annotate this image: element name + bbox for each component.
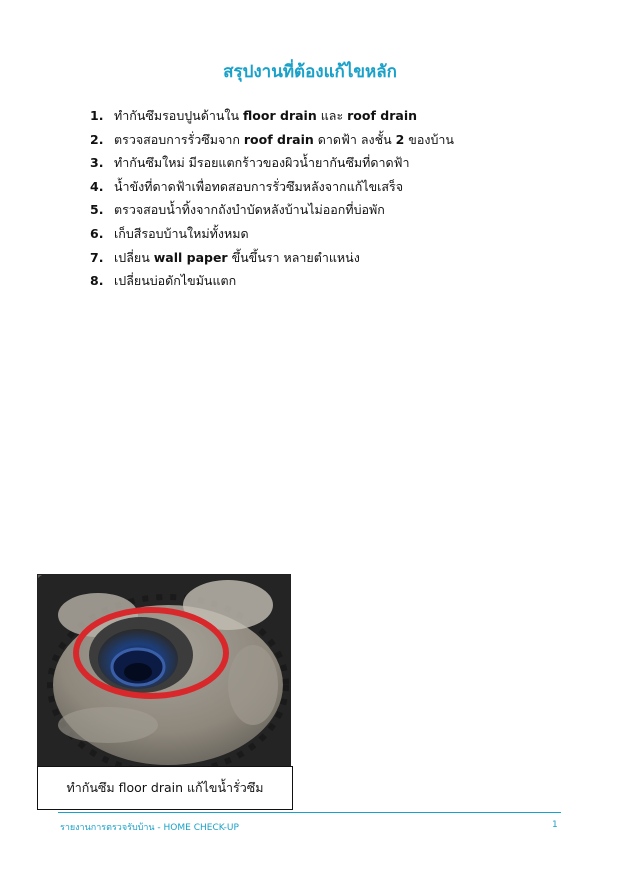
item-number: 2. [90,131,104,147]
list-item [90,106,454,130]
item-text: ตรวจสอบน้ำทิ้งจากถังบำบัดหลังบ้านไม่ออกที่บ่อพัก [114,202,385,218]
page-number: 1 [552,820,558,830]
item-number: 6. [90,225,104,241]
list-item [90,153,454,177]
page-title: สรุปงานที่ต้องแก้ไขหลัก [223,62,397,82]
list-item [90,130,454,154]
floor-drain-photo-icon [38,575,290,767]
item-number: 3. [90,155,104,171]
list-item [90,200,454,224]
item-text: เปลี่ยน wall paper ขึ้นขึ้นรา หลายตำแหน่ง [114,249,360,265]
item-number: 7. [90,249,104,265]
footer-report-title: รายงานการตรวจรับบ้าน - HOME CHECK-UP [60,823,239,833]
list-item [90,248,454,272]
photo-caption: ทำกันซึม floor drain แก้ไขน้ำรั่วซึม [37,766,293,810]
item-number: 4. [90,178,104,194]
list-item [90,271,454,295]
item-number: 5. [90,202,104,218]
item-text: ทำกันซึมรอบปูนด้านใน floor drain และ roof drain [114,108,418,123]
footer-divider [58,812,561,813]
list-item [90,224,454,248]
task-list [90,106,454,295]
floor-drain-photo [37,574,291,768]
item-text: ทำกันซึมใหม่ มีรอยแตกร้าวของผิวน้ำยากันซึมที่ดาดฟ้า [114,155,410,171]
item-text: ตรวจสอบการรั่วซึมจาก roof drain ดาดฟ้า ลงชั้น 2 ของบ้าน [114,131,454,147]
list-item [90,177,454,201]
item-text: เปลี่ยนบ่อดักไขมันแตก [114,273,237,289]
item-number: 8. [90,273,104,289]
item-text: น้ำขังที่ดาดฟ้าเพื่อทดสอบการรั่วซึมหลังจากแก้ไขเสร็จ [114,178,404,194]
item-text: เก็บสีรอบบ้านใหม่ทั้งหมด [114,225,249,241]
item-number: 1. [90,108,104,123]
